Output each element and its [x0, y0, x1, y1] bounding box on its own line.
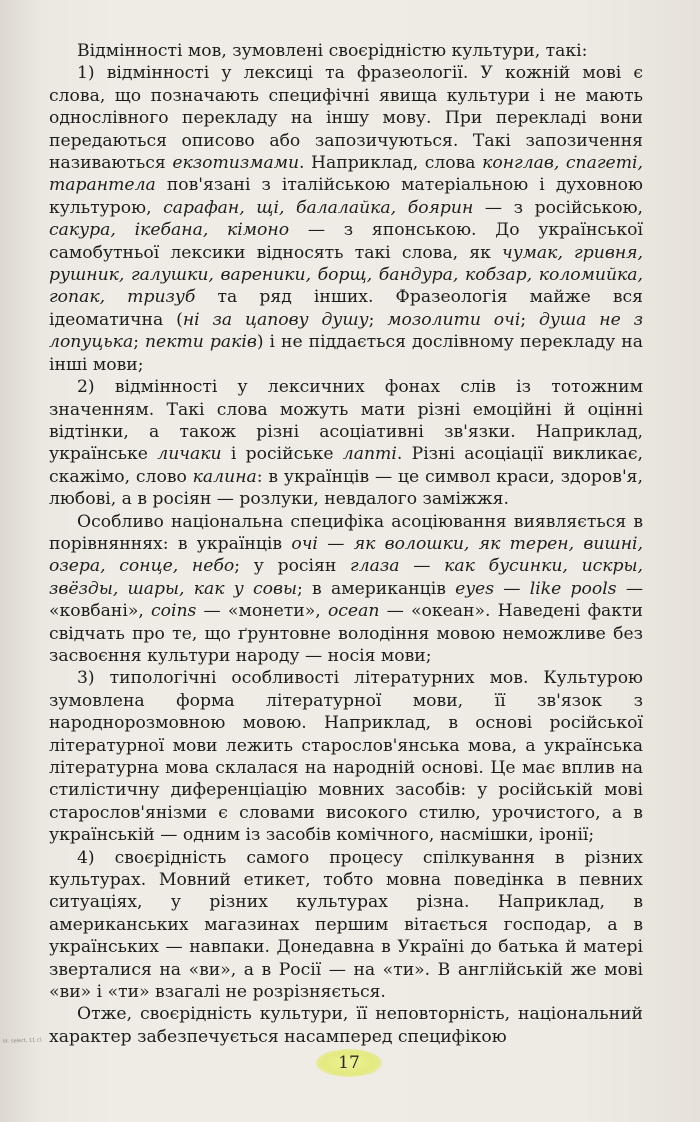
- text-run: ) і не піддається дослівному перекладу на інші мови;: [49, 332, 643, 375]
- text-run: ;: [368, 309, 388, 330]
- page-text: [49, 40, 643, 1048]
- paragraph-comparisons: [49, 511, 643, 668]
- text-run: — «монети»,: [196, 601, 328, 622]
- side-mark: lit. select, 11 cl.: [2, 1037, 43, 1045]
- text-run: та ряд інших. Фразеологія майже вся ідеоматична (: [49, 287, 643, 330]
- text-run: — «океан». Наведені факти свідчать про те, що ґрунтовне володіння мовою неможливе без засвоєння культури народу — носія мови;: [49, 601, 643, 666]
- text-run: — з японською. До української самобутньої лексики відносять такі слова, як: [49, 220, 643, 263]
- text-run: 4) своєрідність самого процесу спілкування в різних культурах. Мовний етикет, тобто мовна поведінка в певних ситуаціях, у різних культурах різна. Наприклад, в американських магазинах першим вітається господар, а в українських — навпаки. Донедавна в Україні до батька й матері зверталися на «ви», а в Росії — на «ти». В англійській же мові «ви» і «ти» взагалі не розрізняється.: [49, 847, 643, 1003]
- text-run: Отже, своєрідність культури, її неповторність, національний характер забезпечується насамперед специфікою: [49, 1004, 643, 1047]
- italic-term: сарафан, щі, балалайка, боярин: [163, 197, 474, 218]
- text-run: . Різні асоціації викликає, скажімо, слово: [49, 444, 644, 487]
- paragraph-conclusion: [49, 1003, 643, 1048]
- italic-term: глаза — как бусинки, искры, звёзды, шары, как у совы: [49, 556, 643, 599]
- text-run: 2) відмінності у лексичних фонах слів із тотожним значенням. Такі слова можуть мати різні емоційні й оцінні відтінки, а також різні асоціативні зв'язки. Наприклад, українське: [49, 377, 643, 465]
- paragraph-intro: Відмінності мов, зумовлені своєрідністю культури, такі:: [77, 41, 588, 61]
- text-run: 3) типологічні особливості літературних мов. Культурою зумовлена форма літературної мови, її зв'язок з народнорозмовною мовою. Наприклад, в основі російської літературної мови лежить старослов'янська мова, а українська літературна мова склалася на народній основі. Це має вплив на стилістичну диференціацію мовних засобів: у російській мові старослов'янізми є словами високого стилю, урочистого, а в українській — одним із засобів комічного, насмішки, іронії;: [49, 668, 643, 846]
- italic-term: мозолити очі: [387, 309, 521, 330]
- text-run: ;: [133, 332, 145, 353]
- italic-term: конглав, спагеті, тарантела: [49, 153, 643, 196]
- paragraph-literary-languages: [49, 667, 643, 846]
- italic-term: eyes — like pools: [455, 578, 617, 599]
- italic-term: очі — як волошки, як терен, вишні, озера, сонце, небо: [49, 533, 643, 577]
- text-run: пов'язані з італійською матеріальною і духовною культурою,: [49, 175, 643, 218]
- text-run: — «ковбані»,: [49, 578, 644, 622]
- italic-term: чумак, гривня, рушник, галушки, вареники, борщ, бандура, кобзар, коломийка, гопак, тризуб: [49, 242, 643, 308]
- text-run: ;: [520, 309, 540, 330]
- text-run: — з російською,: [473, 197, 643, 218]
- paragraph-communication: [49, 847, 643, 1004]
- text-run: 1) відмінності у лексиці та фразеології. У кожній мові є слова, що позначають специфічні явища культури і не мають однослівного перекладу на іншу мову. При перекладі вони передаються описово або запозичуються. Такі запозичення називаються: [49, 63, 643, 174]
- italic-term: coins: [151, 601, 197, 622]
- italic-term: ні за цапову душу: [182, 309, 369, 330]
- italic-term: душа не з лопуцька: [49, 309, 643, 353]
- page-number: 17: [316, 1049, 382, 1077]
- italic-term: лапті: [342, 444, 397, 465]
- text-run: : в українців — це символ краси, здоров'я, любові, а в росіян — розлуки, невдалого заміжжя.: [49, 466, 643, 510]
- italic-term: калина: [192, 466, 257, 487]
- text-run: . Наприклад, слова: [299, 153, 483, 174]
- italic-term: сакура, ікебана, кімоно: [49, 220, 290, 241]
- text-run: ; у росіян: [234, 556, 351, 577]
- paragraph-lexicon: [49, 62, 643, 376]
- text-run: ; в американців: [297, 578, 456, 599]
- text-run: і російське: [221, 444, 343, 465]
- paragraph-lexical-backgrounds: [49, 376, 643, 510]
- text-run: Особливо національна специфіка асоціювання виявляється в порівняннях: в українців: [49, 511, 643, 554]
- italic-term: личаки: [157, 444, 222, 465]
- italic-term: екзотизмами: [172, 153, 300, 174]
- italic-term: ocean: [327, 601, 380, 622]
- italic-term: пекти раків: [144, 332, 257, 353]
